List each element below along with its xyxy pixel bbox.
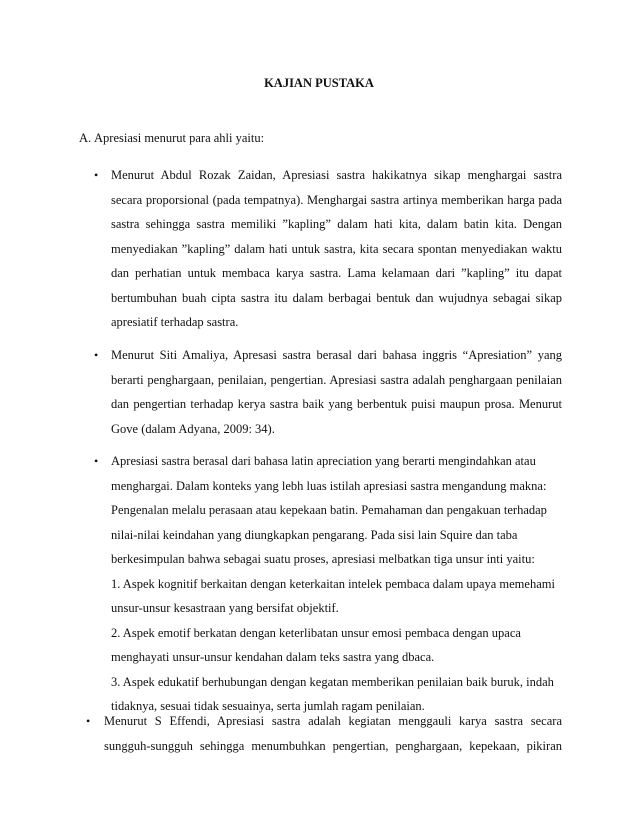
paragraph-line: menghayati unsur-unsur kendahan dalam teks sastra yang dbaca.	[111, 650, 435, 664]
paragraph-line: menghargai. Dalam konteks yang lebh luas istilah apresiasi sastra mengandung makna:	[111, 478, 547, 493]
paragraph-line: Menurut S Effendi, Apresiasi sastra adalah kegiatan menggauli karya sastra secara	[104, 714, 562, 728]
bullet-icon: •	[94, 454, 99, 468]
bullet-icon: •	[94, 168, 99, 182]
list-item	[94, 163, 562, 335]
bullet-icon: •	[94, 348, 99, 362]
paragraph-line: dan perhatian untuk membaca karya sastra. Lama kelamaan dari ”kapling” itu dapat	[111, 266, 562, 280]
section-heading	[79, 129, 264, 147]
section-marker: A.	[79, 131, 92, 145]
list-item	[94, 449, 562, 719]
paragraph-line: secara proporsional (pada tempatnya). Menghargai sastra artinya memberikan harga pada	[111, 192, 562, 207]
section-heading-text: Apresiasi menurut para ahli yaitu:	[94, 131, 265, 145]
paragraph-line: 1. Aspek kognitif berkaitan dengan keterkaitan intelek pembaca dalam upaya memehami	[111, 576, 555, 591]
paragraph-line: berkesimpulan bahwa sebagai suatu proses, apresiasi melbatkan tiga unsur inti yaitu:	[111, 552, 535, 566]
paragraph-line: Menurut Abdul Rozak Zaidan, Apresiasi sastra hakikatnya sikap menghargai sastra	[111, 168, 562, 182]
paragraph-line: Menurut Siti Amaliya, Apresasi sastra berasal dari bahasa inggris “Apresiation” yang	[111, 348, 562, 362]
paragraph-line: bertumbuhan buah cipta sastra itu dalam berbagai bentuk dan wujudnya sebagai sikap	[111, 290, 562, 305]
paragraph-line: tidaknya, sesuai tidak sesuainya, serta jumlah ragam penilaian.	[111, 699, 425, 713]
paragraph-line: berarti penghargaan, penilaian, pengertian. Apresiasi sastra adalah penghargaan penilaian	[111, 372, 562, 387]
paragraph-line: sungguh-sungguh sehingga menumbuhkan pengertian, penghargaan, kepekaan, pikiran	[104, 738, 562, 753]
bullet-icon: •	[86, 714, 91, 728]
paragraph-line: nilai-nilai keindahan yang diungkapkan pengarang. Pada sisi lain Squire dan taba	[111, 527, 518, 542]
paragraph-line: Gove (dalam Adyana, 2009: 34).	[111, 421, 275, 436]
paragraph-line: sastra sehingga sastra memiliki ”kapling” dalam hati kita, dalam batin kita. Dengan	[111, 217, 562, 231]
paragraph-line: menyediakan ”kapling” dalam hati untuk sastra, kita secara spontan menyediakan waktu	[111, 241, 562, 256]
paragraph-line: unsur-unsur kesastraan yang bersifat objektif.	[111, 601, 339, 615]
paragraph-line: Apresiasi sastra berasal dari bahasa latin apreciation yang berarti mengindahkan atau	[111, 454, 536, 468]
paragraph-line: Pengenalan melalu perasaan atau kepekaan batin. Pemahaman dan pengakuan terhadap	[111, 503, 547, 517]
paragraph-line: apresiatif terhadap sastra.	[111, 315, 239, 329]
paragraph-line: 3. Aspek edukatif berhubungan dengan kegatan memberikan penilaian baik buruk, indah	[111, 674, 554, 689]
list-item	[86, 709, 562, 758]
page-title: KAJIAN PUSTAKA	[264, 76, 374, 90]
paragraph-line: 2. Aspek emotif berkatan dengan keterlibatan unsur emosi pembaca dengan upaca	[111, 625, 521, 640]
paragraph-line: dan pengertian terhadap kerya sastra baik yang berbentuk puisi maupun prosa. Menurut	[111, 397, 562, 411]
list-item	[94, 343, 562, 441]
